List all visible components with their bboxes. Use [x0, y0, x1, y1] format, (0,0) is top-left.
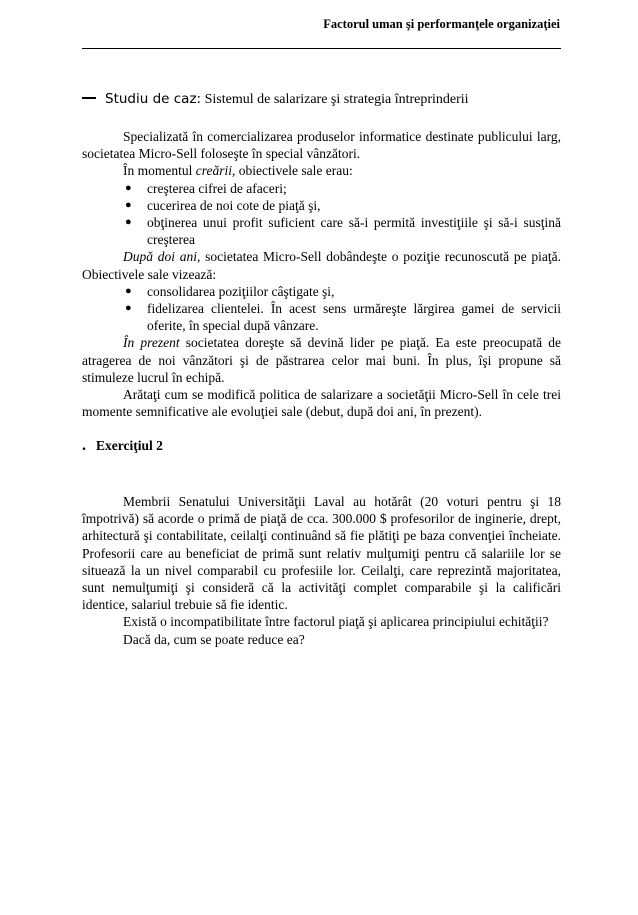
- moment1-emphasis: creării,: [195, 163, 236, 179]
- objectives-list-1: [82, 180, 561, 249]
- exercise-paragraph: Membrii Senatului Universităţii Laval au hotărât (20 voturi pentru şi 18 împotrivă) să acorde o primă de piaţă de cca. 300.000 $ profesorilor de inginerie, drept, arhitectură şi contabilitate, ceilalţi continuând să fie plătiţi pe baza convenţiei încheiate. Profesorii care au beneficiat de primă sunt relativ mulţumiţi pentru că salariile lor se situează la un nivel comparabil cu profesiile lor. Ceilalţi, care reprezintă majoritatea, sunt nemulţumiţi şi consideră că la activităţi complet comparabile şi la calificări identice, salariul trebuie să fie identic.: [82, 494, 561, 613]
- list-item-text: fidelizarea clientelei. În acest sens urmăreşte lărgirea gamei de servicii oferite, în special după vânzare.: [147, 301, 561, 334]
- exercise-body: [82, 493, 561, 648]
- objectives-list-2: [82, 283, 561, 335]
- list-item-text: cucerirea de noi cote de piaţă şi,: [147, 197, 321, 213]
- list-item-text: consolidarea poziţiilor câştigate şi,: [147, 283, 335, 299]
- moment1-prefix: În momentul: [123, 163, 196, 179]
- list-item: [123, 180, 561, 197]
- exercise-question-2: Dacă da, cum se poate reduce ea?: [123, 631, 305, 647]
- moment3-emphasis: În prezent: [123, 335, 180, 351]
- exercise-bullet: .: [82, 437, 86, 454]
- bullet-icon: ●: [125, 216, 132, 229]
- exercise-question-1: Există o incompatibilitate între factorul piaţă şi aplicarea principiului echităţii?: [123, 614, 549, 630]
- moment1-paragraph: [82, 162, 561, 179]
- case-study-body: [82, 128, 561, 420]
- moment2-emphasis: După doi ani,: [123, 249, 201, 265]
- list-item: [123, 197, 561, 214]
- exercise-title: Exerciţiul 2: [96, 438, 163, 453]
- case-study-label: Studiu de caz:: [105, 91, 202, 107]
- moment1-suffix: obiectivele sale erau:: [235, 163, 353, 179]
- moment3-paragraph: [82, 334, 561, 386]
- bullet-icon: ●: [125, 198, 132, 211]
- exercise-heading: [82, 437, 163, 454]
- case-study-heading: [82, 91, 562, 108]
- case-study-title: Sistemul de salarizare şi strategia întreprinderii: [204, 92, 469, 107]
- moment3-text: societatea doreşte să devină lider pe piaţă. Ea este preocupată de atragerea de noi vânzători şi de păstrarea celor mai buni. În plus, îşi propune să stimuleze lucrul în echipă.: [82, 335, 561, 385]
- running-header: Factorul uman şi performanţele organizaţiei: [323, 17, 560, 31]
- bullet-icon: ●: [125, 302, 132, 315]
- list-item-text: creşterea cifrei de afaceri;: [147, 180, 287, 196]
- intro-paragraph: Specializată în comercializarea produselor informatice destinate publicului larg, societatea Micro-Sell foloseşte în special vânzători.: [82, 129, 561, 162]
- dash-bullet-icon: [82, 97, 96, 99]
- bullet-icon: ●: [125, 181, 132, 194]
- header-rule: [82, 48, 561, 49]
- list-item-text: obţinerea unui profit suficient care să-i permită investiţiile şi să-i susţină creşterea: [147, 215, 561, 248]
- bullet-icon: ●: [125, 284, 132, 297]
- list-item: [123, 300, 561, 334]
- list-item: [123, 283, 561, 300]
- list-item: [123, 214, 561, 248]
- moment2-paragraph: [82, 248, 561, 282]
- question-paragraph: Arătaţi cum se modifică politica de salarizare a societăţii Micro-Sell în cele trei momente semnificative ale evoluţiei sale (debut, după doi ani, în prezent).: [82, 387, 561, 420]
- moment2-text: societatea Micro-Sell dobândeşte o poziţie recunoscută pe piaţă. Obiectivele sale vizează:: [82, 249, 561, 282]
